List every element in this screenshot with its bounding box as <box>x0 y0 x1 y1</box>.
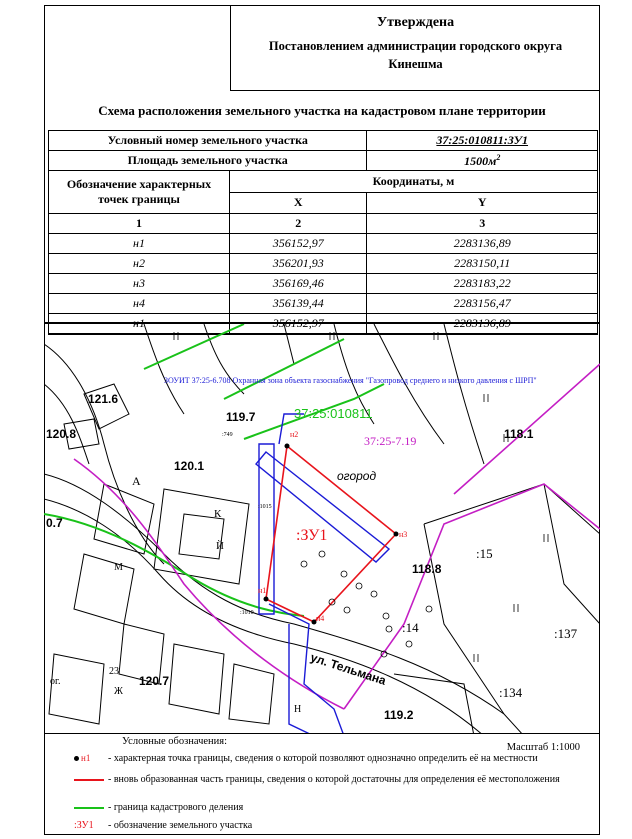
point-label: н1 <box>258 586 267 595</box>
elevation-label: 120.7 <box>139 674 170 688</box>
parcel-label: :14 <box>402 620 419 635</box>
col-coords-header: Координаты, м <box>230 171 598 193</box>
y-cell: 2283136,89 <box>367 234 598 254</box>
col-y-header: Y <box>367 192 598 214</box>
parcel-label: :1010 <box>240 610 254 616</box>
legend <box>44 734 600 835</box>
approval-line2: Кинешма <box>388 57 443 71</box>
coordinates-table <box>48 130 598 335</box>
parcel-label: :1015 <box>258 504 272 510</box>
elevation-label: 119.2 <box>384 708 414 722</box>
y-cell: 2283136,89 <box>367 314 598 335</box>
green-line-symbol <box>74 802 108 814</box>
plot-number-label: Условный номер земельного участка <box>49 131 367 151</box>
plot-label: :ЗУ1 <box>296 527 328 544</box>
legend-item-cadastral-division: - граница кадастрового деления <box>74 802 594 814</box>
col-x-header: X <box>230 192 367 214</box>
scheme-title: Схема расположения земельного участка на кадастровом плане территории <box>98 103 546 118</box>
elevation-label: 121.6 <box>88 392 119 406</box>
zone-label: 37:25-7.19 <box>364 434 417 448</box>
x-cell: 356169,46 <box>230 274 367 294</box>
y-cell: 2283150,11 <box>367 254 598 274</box>
x-cell: 356152,97 <box>230 314 367 335</box>
index-cell: 1 <box>49 214 230 234</box>
elevation-label: 118.1 <box>504 427 534 441</box>
point-label: н3 <box>399 530 408 539</box>
point-cell: н1 <box>49 314 230 335</box>
red-line-symbol <box>74 774 108 786</box>
approval-block <box>230 5 600 90</box>
legend-item-plot-label: :ЗУ1 - обозначение земельного участка <box>74 820 253 831</box>
point-symbol: н1 <box>74 752 108 765</box>
plot-number-value: 37:25:010811:ЗУ1 <box>367 131 598 151</box>
map-letter: А <box>132 474 141 488</box>
parcel-label: :134 <box>499 685 523 700</box>
point-label: н2 <box>290 430 299 439</box>
index-cell: 2 <box>230 214 367 234</box>
parcel-label: :137 <box>554 626 578 641</box>
elevation-label: 0.7 <box>46 516 63 530</box>
map-letter: М <box>114 562 123 573</box>
map-letter: Ж <box>114 686 123 697</box>
street-label: ул. Тельмана <box>308 650 388 688</box>
x-cell: 356201,93 <box>230 254 367 274</box>
legend-item-point: н1 - характерная точка границы, сведения о которой позволяют однозначно определить её на местности <box>74 752 594 765</box>
cadastral-map <box>44 322 600 734</box>
map-letter: Й <box>216 540 224 552</box>
col-points-header: Обозначение характерных точек границы <box>49 171 230 214</box>
elevation-label: 120.8 <box>46 427 77 441</box>
point-cell: н3 <box>49 274 230 294</box>
plot-area-label: Площадь земельного участка <box>49 151 367 171</box>
approval-title: Утверждена <box>376 15 455 30</box>
y-cell: 2283156,47 <box>367 294 598 314</box>
zouit-label: ЗОУИТ 37:25-6.708 Охранная зона объекта газоснабжения "Газопровод среднего и низкого давления с ШРП" <box>164 376 537 385</box>
point-cell: н1 <box>49 234 230 254</box>
map-letter: 23 <box>109 666 119 677</box>
parcel-label: :749 <box>222 432 233 438</box>
garden-label: огород <box>337 469 377 483</box>
plot-area-value: $1500м^2$ <box>367 151 598 171</box>
map-letter: ог. <box>50 676 61 687</box>
x-cell: 356139,44 <box>230 294 367 314</box>
legend-item-new-boundary: - вновь образованная часть границы, сведения о которой достаточны для определения её местоположения <box>74 774 594 786</box>
point-cell: н2 <box>49 254 230 274</box>
legend-title: Условные обозначения: <box>122 736 228 747</box>
point-cell: н4 <box>49 294 230 314</box>
elevation-label: 119.7 <box>226 410 256 424</box>
y-cell: 2283183,22 <box>367 274 598 294</box>
approval-line1: Постановлением администрации городского округа <box>268 39 563 53</box>
elevation-label: 120.1 <box>174 459 205 473</box>
elevation-label: 118.8 <box>412 562 442 576</box>
index-cell: 3 <box>367 214 598 234</box>
point-label: н4 <box>316 614 325 623</box>
parcel-label: :15 <box>476 546 493 561</box>
divider <box>230 90 600 91</box>
map-letter: Н <box>294 704 302 715</box>
map-letter: К <box>214 508 222 520</box>
quarter-label: 37:25:010811 <box>294 406 373 421</box>
x-cell: 356152,97 <box>230 234 367 254</box>
scale-label: Масштаб 1:1000 <box>506 742 580 753</box>
plot-label-symbol: :ЗУ1 <box>74 820 94 831</box>
